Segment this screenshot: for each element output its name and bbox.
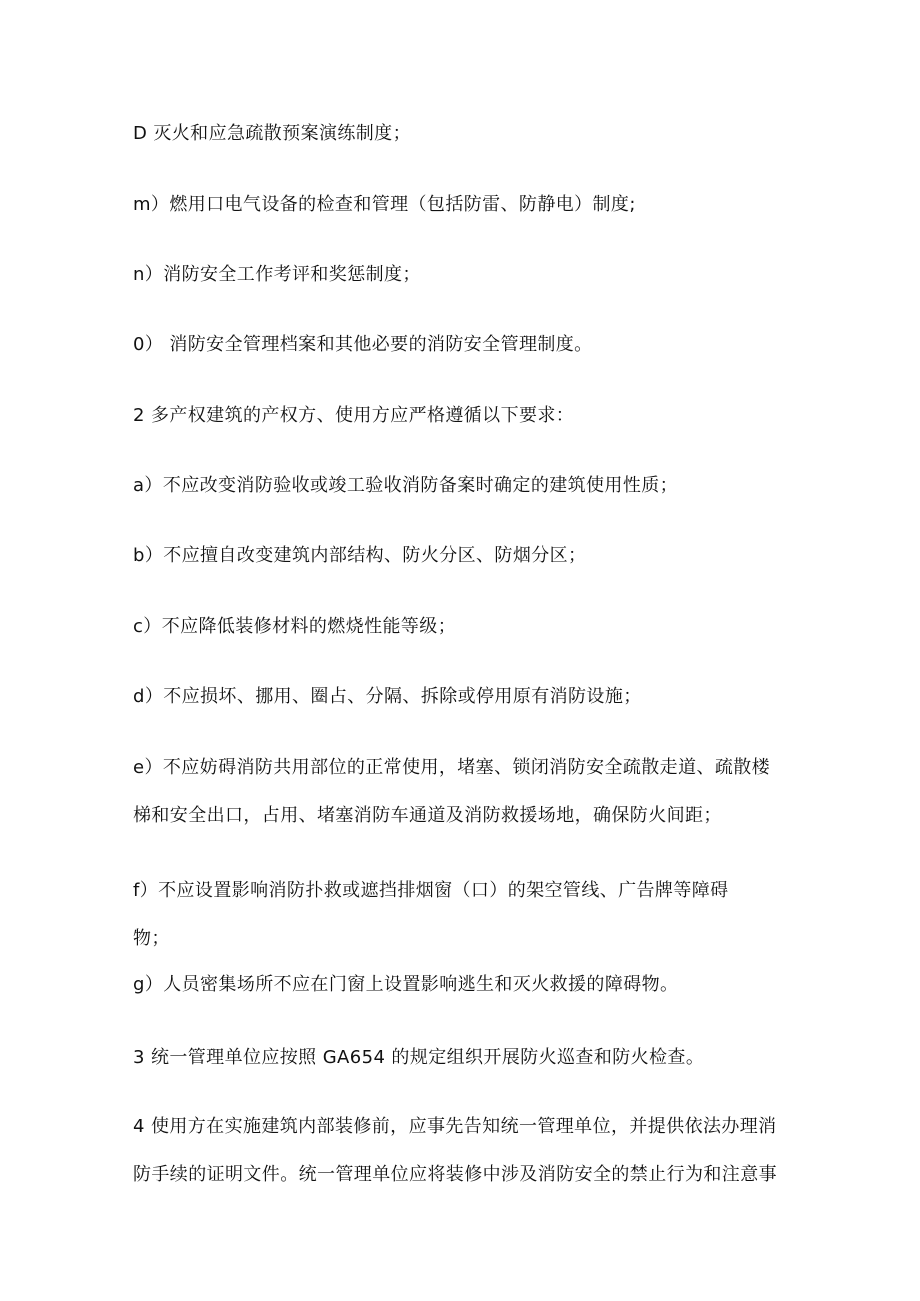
text-line: f）不应设置影响消防扑救或遮挡排烟窗（口）的架空管线、广告牌等障碍	[133, 880, 729, 901]
text-line: g）人员密集场所不应在门窗上设置影响逃生和灭火救援的障碍物。	[133, 974, 679, 995]
text-line: 0） 消防安全管理档案和其他必要的消防安全管理制度。	[133, 334, 593, 355]
text-line: 物；	[133, 928, 170, 949]
text-line: 4 使用方在实施建筑内部装修前，应事先告知统一管理单位，并提供依法办理消	[133, 1116, 777, 1137]
text-line: b）不应擅自改变建筑内部结构、防火分区、防烟分区；	[133, 545, 587, 566]
text-line: m）燃用口电气设备的检查和管理（包括防雷、防静电）制度;	[133, 194, 636, 215]
text-line: n）消防安全工作考评和奖惩制度；	[133, 264, 421, 285]
text-line: c）不应降低装修材料的燃烧性能等级；	[133, 616, 457, 637]
text-line: a）不应改变消防验收或竣工验收消防备案时确定的建筑使用性质；	[133, 475, 679, 496]
text-line: D 灭火和应急疏散预案演练制度；	[133, 123, 411, 144]
text-line: 梯和安全出口，占用、堵塞消防车通道及消防救援场地，确保防火间距；	[133, 805, 722, 826]
text-line: d）不应损坏、挪用、圈占、分隔、拆除或停用原有消防设施；	[133, 686, 642, 707]
text-line: e）不应妨碍消防共用部位的正常使用，堵塞、锁闭消防安全疏散走道、疏散楼	[133, 757, 771, 778]
text-line: 3 统一管理单位应按照 GA654 的规定组织开展防火巡查和防火检查。	[133, 1047, 705, 1068]
text-line: 防手续的证明文件。统一管理单位应将装修中涉及消防安全的禁止行为和注意事	[133, 1164, 777, 1185]
text-line: 2 多产权建筑的产权方、使用方应严格遵循以下要求：	[133, 405, 575, 426]
